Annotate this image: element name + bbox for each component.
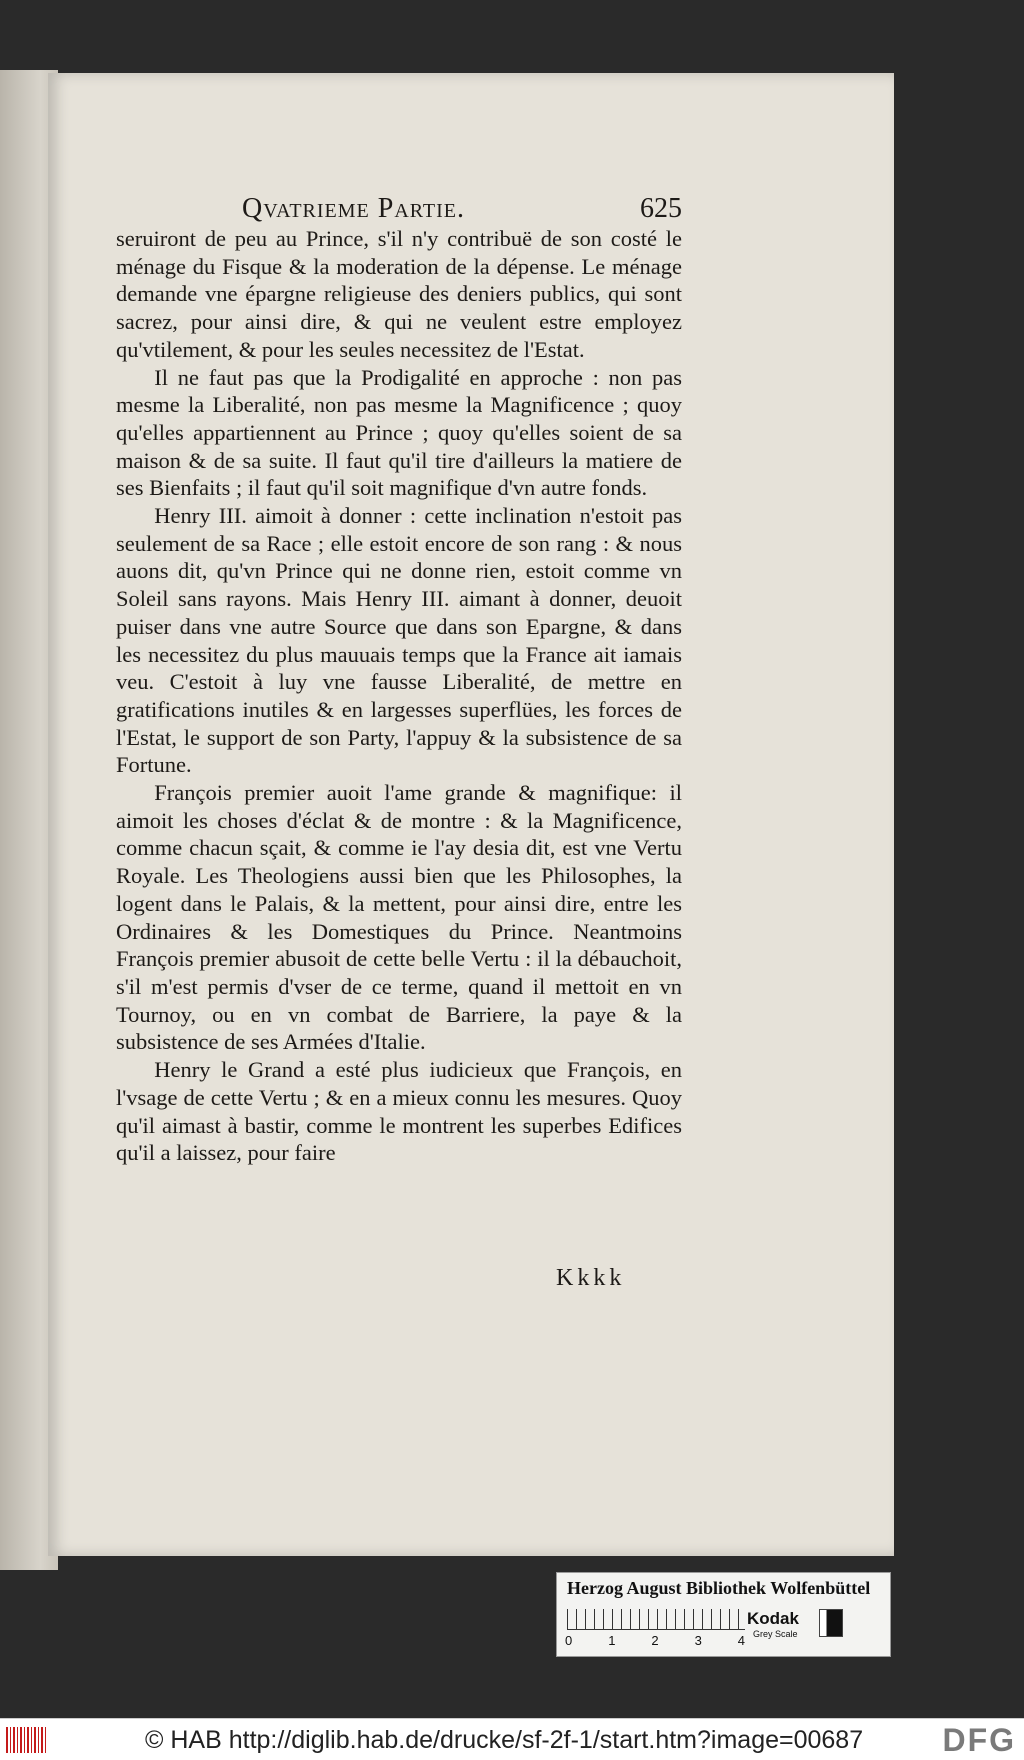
paragraph: Il ne faut pas que la Prodigalité en approche : non pas mesme la Liberalité, non pas mesme la Magnificence ; quoy qu'elles appartiennent au Prince ; quoy qu'elles soient de sa maison & de sa suite. Il faut qu'il tire d'ailleurs la matiere de ses Bienfaits ; il faut qu'il soit magnifique d'vn autre fonds. <box>116 364 682 501</box>
footer-link[interactable]: © HAB http://diglib.hab.de/drucke/sf-2f-1/start.htm?image=00687 <box>145 1726 864 1754</box>
scale-number: 2 <box>651 1633 659 1648</box>
paragraph: Henry III. aimoit à donner : cette inclination n'estoit pas seulement de sa Race ; elle estoit encore de son rang : & nous auons dit, qu'vn Prince qui ne donne rien, estoit comme vn Soleil sans rayons. Mais Henry III. aimant à donner, deuoit puiser dans vne autre Source que dans son Epargne, & dans les necessitez du plus mauuais temps que la France ait iamais veu. C'estoit à luy vne fausse Liberalité, de mettre en gratifications inutiles & en largesses superflües, les forces de l'Estat, le support de son Party, l'appuy & la subsistence de sa Fortune. <box>116 503 682 778</box>
scale-number: 4 <box>737 1633 745 1648</box>
scale-number: 3 <box>694 1633 702 1648</box>
paragraph: Henry le Grand a esté plus iudicieux que François, en l'vsage de cette Vertu ; & en a mieux connu les mesures. Quoy qu'il aimast à bastir, comme le montrent les superbes Edifices qu'il a laissez, pour faire <box>116 1057 682 1166</box>
running-title: Qvatrieme Partie. <box>242 193 465 224</box>
body-text <box>116 225 682 1167</box>
footer-bar <box>0 1718 1024 1760</box>
barcode-icon <box>6 1727 46 1753</box>
grey-scale-label: Grey Scale <box>753 1629 798 1639</box>
page-header <box>242 193 682 223</box>
paragraph: seruiront de peu au Prince, s'il n'y contribuë de son costé le ménage du Fisque & la moderation de la dépense. Le ménage demande vne épargne religieuse des deniers publics, qui sont sacrez, pour ainsi dire, & qui ne veulent estre employez qu'vtilement, & pour les seules necessitez de l'Estat. <box>116 226 682 362</box>
dfg-logo: DFG <box>942 1722 1016 1758</box>
kodak-logo: Kodak <box>747 1609 799 1628</box>
grey-scale-patch <box>819 1609 843 1637</box>
catchword: Kkkk <box>556 1265 626 1291</box>
paragraph: François premier auoit l'ame grande & magnifique: il aimoit les choses d'éclat & de montre : & la Magnificence, comme chacun sçait, & comme ie l'ay desia dit, est vne Vertu Royale. Les Theologiens aussi bien que les Philosophes, la logent dans le Palais, & la mettent, pour ainsi dire, entre les Ordinaires & les Domestiques du Prince. Neantmoins François premier abusoit de cette belle Vertu : il la débauchoit, s'il m'est permis d'vser de ce terme, quand il mettoit en vn Tournoy, ou en vn combat de Barriere, la paye & la subsistence de ses Armées d'Italie. <box>116 780 682 1055</box>
scale-numbers <box>565 1633 745 1648</box>
scale-number: 1 <box>608 1633 616 1648</box>
scale-ruler <box>567 1609 745 1630</box>
library-name: Herzog August Bibliothek Wolfenbüttel <box>567 1578 871 1598</box>
page-number: 625 <box>640 193 682 224</box>
scale-number: 0 <box>565 1633 573 1648</box>
library-color-card <box>556 1572 891 1657</box>
